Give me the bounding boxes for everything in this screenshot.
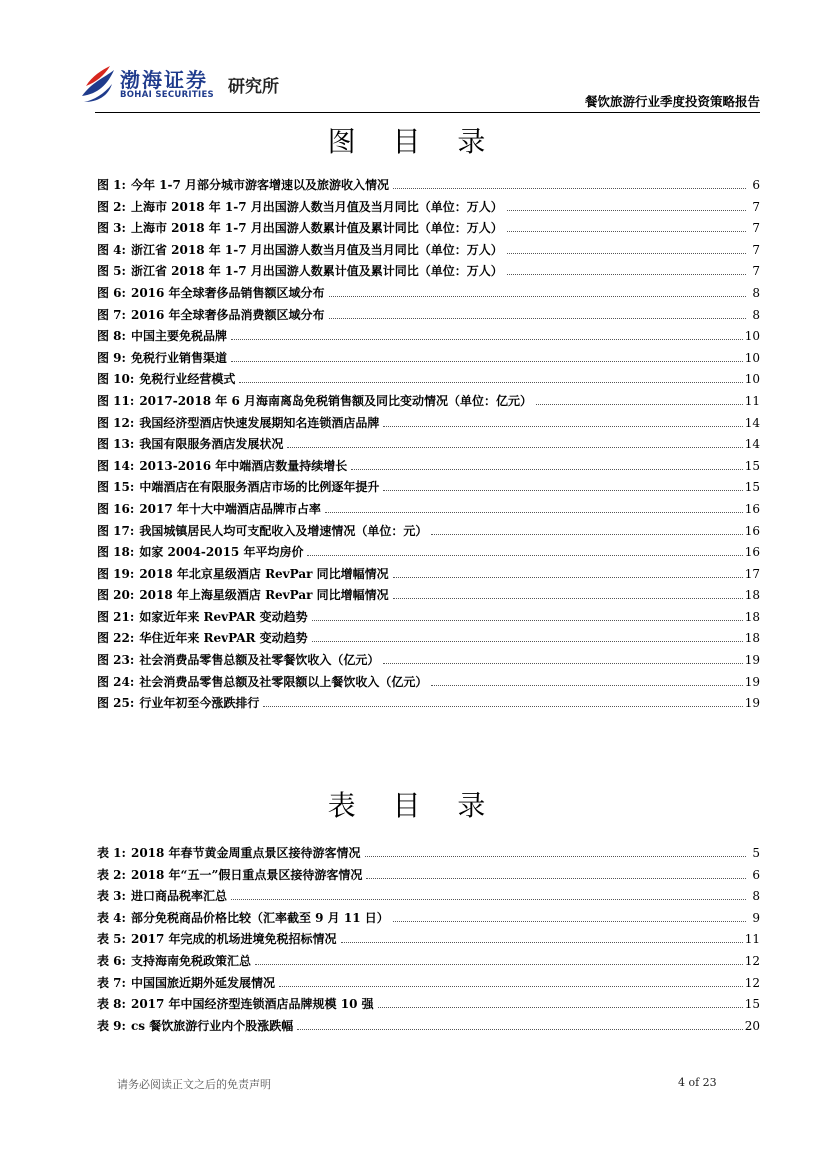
figure-entry-title: 浙江省 2018 年 1-7 月出国游人数累计值及累计同比（单位：万人） bbox=[130, 264, 503, 279]
dot-leader bbox=[231, 339, 743, 340]
table-entry-label: 表 2: bbox=[97, 867, 126, 882]
dot-leader bbox=[341, 942, 743, 943]
figure-toc-entry[interactable] bbox=[97, 694, 760, 716]
figure-entry-title: 华住近年来 RevPAR 变动趋势 bbox=[139, 631, 308, 646]
dot-leader bbox=[536, 404, 743, 405]
dot-leader bbox=[239, 382, 742, 383]
figure-toc-entry[interactable] bbox=[97, 241, 760, 263]
figure-entry-title: 2018 年北京星级酒店 RevPar 同比增幅情况 bbox=[139, 566, 389, 581]
figure-entry-page: 16 bbox=[744, 501, 760, 516]
figure-toc-entry[interactable] bbox=[97, 565, 760, 587]
figure-entry-page: 6 bbox=[752, 178, 760, 192]
dot-leader bbox=[351, 469, 742, 470]
table-entry-page: 12 bbox=[744, 975, 760, 990]
tables-toc-list bbox=[97, 844, 760, 1038]
dot-leader bbox=[383, 426, 742, 427]
dot-leader bbox=[383, 663, 742, 664]
figure-entry-title: 我国有限服务酒店发展状况 bbox=[139, 437, 284, 452]
table-entry-title: 支持海南免税政策汇总 bbox=[130, 953, 251, 968]
dot-leader bbox=[507, 253, 746, 254]
figure-toc-entry[interactable] bbox=[97, 586, 760, 608]
table-entry-label: 表 8: bbox=[97, 997, 126, 1012]
figure-entry-page: 16 bbox=[744, 545, 760, 560]
table-entry-page: 15 bbox=[744, 997, 760, 1012]
dot-leader bbox=[431, 534, 742, 535]
table-entry-title: 进口商品税率汇总 bbox=[130, 889, 227, 904]
header-divider bbox=[95, 112, 760, 113]
figures-toc-list bbox=[97, 176, 760, 716]
table-toc-entry[interactable] bbox=[97, 1017, 760, 1039]
figure-entry-page: 15 bbox=[744, 480, 760, 495]
table-entry-page: 9 bbox=[752, 910, 760, 925]
figure-entry-title: 中国主要免税品牌 bbox=[130, 329, 227, 344]
figure-entry-title: 2017 年十大中端酒店品牌市占率 bbox=[139, 501, 321, 516]
figure-toc-entry[interactable] bbox=[97, 478, 760, 500]
figure-entry-label: 图 18: bbox=[97, 545, 135, 560]
dot-leader bbox=[393, 598, 743, 599]
table-entry-page: 20 bbox=[744, 1018, 760, 1033]
dot-leader bbox=[393, 921, 746, 922]
figure-entry-page: 7 bbox=[752, 242, 760, 257]
figure-entry-title: 2017-2018 年 6 月海南离岛免税销售额及同比变动情况（单位：亿元） bbox=[139, 393, 532, 408]
figure-entry-title: 2016 年全球奢侈品消费额区域分布 bbox=[130, 307, 325, 322]
dot-leader bbox=[507, 210, 746, 211]
figure-entry-page: 14 bbox=[744, 415, 760, 430]
table-entry-title: cs 餐饮旅游行业内个股涨跌幅 bbox=[130, 1018, 294, 1033]
figure-toc-entry[interactable] bbox=[97, 176, 760, 198]
figure-entry-page: 14 bbox=[744, 437, 760, 452]
figure-entry-title: 行业年初至今涨跌排行 bbox=[139, 696, 260, 711]
table-entry-title: 2018 年春节黄金周重点景区接待游客情况 bbox=[130, 846, 361, 860]
figures-toc-title: 图 目 录 bbox=[327, 125, 500, 158]
page-header bbox=[78, 60, 760, 112]
figure-entry-title: 免税行业销售渠道 bbox=[130, 350, 227, 365]
figure-entry-page: 19 bbox=[744, 674, 760, 689]
figure-entry-page: 18 bbox=[744, 631, 760, 646]
figure-entry-label: 图 17: bbox=[97, 523, 135, 538]
dot-leader bbox=[325, 512, 743, 513]
table-entry-title: 部分免税商品价格比较（汇率截至 9 月 11 日） bbox=[130, 910, 389, 925]
table-toc-entry[interactable] bbox=[97, 952, 760, 974]
figure-toc-entry[interactable] bbox=[97, 608, 760, 630]
table-entry-page: 8 bbox=[752, 889, 760, 904]
figure-entry-page: 8 bbox=[752, 307, 760, 322]
figure-entry-page: 10 bbox=[744, 329, 760, 344]
figure-entry-label: 图 11: bbox=[97, 393, 135, 408]
figure-entry-label: 图 3: bbox=[97, 221, 126, 236]
dot-leader bbox=[393, 188, 746, 189]
figure-toc-entry[interactable] bbox=[97, 262, 760, 284]
figure-entry-title: 2018 年上海星级酒店 RevPar 同比增幅情况 bbox=[139, 588, 389, 603]
dot-leader bbox=[287, 447, 742, 448]
figure-entry-page: 10 bbox=[744, 350, 760, 365]
table-toc-entry[interactable] bbox=[97, 909, 760, 931]
figure-entry-label: 图 1: bbox=[97, 178, 126, 192]
figure-entry-label: 图 14: bbox=[97, 458, 135, 473]
table-entry-label: 表 7: bbox=[97, 975, 126, 990]
dot-leader bbox=[378, 1007, 743, 1008]
dot-leader bbox=[393, 577, 743, 578]
dot-leader bbox=[507, 274, 746, 275]
table-toc-entry[interactable] bbox=[97, 930, 760, 952]
report-title: 餐饮旅游行业季度投资策略报告 bbox=[584, 94, 760, 109]
figure-entry-label: 图 4: bbox=[97, 242, 126, 257]
figure-entry-title: 中端酒店在有限服务酒店市场的比例逐年提升 bbox=[139, 480, 380, 495]
figure-entry-page: 15 bbox=[744, 458, 760, 473]
figure-toc-entry[interactable] bbox=[97, 284, 760, 306]
dot-leader bbox=[329, 318, 746, 319]
figure-toc-entry[interactable] bbox=[97, 500, 760, 522]
figure-entry-page: 19 bbox=[744, 696, 760, 711]
figure-entry-label: 图 8: bbox=[97, 329, 126, 344]
dot-leader bbox=[365, 856, 746, 857]
figure-entry-label: 图 25: bbox=[97, 696, 135, 711]
table-toc-entry[interactable] bbox=[97, 844, 760, 866]
figure-entry-label: 图 9: bbox=[97, 350, 126, 365]
figure-toc-entry[interactable] bbox=[97, 370, 760, 392]
dot-leader bbox=[307, 555, 742, 556]
dot-leader bbox=[312, 641, 743, 642]
institute-label: 研究所 bbox=[228, 77, 279, 97]
figure-toc-entry[interactable] bbox=[97, 629, 760, 651]
figure-toc-entry[interactable] bbox=[97, 435, 760, 457]
figure-toc-entry[interactable] bbox=[97, 457, 760, 479]
figure-entry-title: 2016 年全球奢侈品销售额区域分布 bbox=[130, 285, 325, 300]
figure-toc-entry[interactable] bbox=[97, 327, 760, 349]
figure-entry-label: 图 20: bbox=[97, 588, 135, 603]
bohai-logo-icon bbox=[78, 64, 116, 104]
figure-toc-entry[interactable] bbox=[97, 651, 760, 673]
dot-leader bbox=[231, 899, 746, 900]
figure-entry-title: 我国城镇居民人均可支配收入及增速情况（单位：元） bbox=[139, 523, 428, 538]
figure-entry-title: 上海市 2018 年 1-7 月出国游人数当月值及当月同比（单位：万人） bbox=[130, 199, 503, 214]
figure-toc-entry[interactable] bbox=[97, 392, 760, 414]
dot-leader bbox=[297, 1029, 743, 1030]
table-entry-page: 11 bbox=[744, 932, 760, 947]
dot-leader bbox=[263, 706, 742, 707]
footer-disclaimer: 请务必阅读正文之后的免责声明 bbox=[117, 1078, 271, 1091]
figure-entry-label: 图 22: bbox=[97, 631, 135, 646]
table-toc-entry[interactable] bbox=[97, 974, 760, 996]
figure-entry-page: 7 bbox=[752, 221, 760, 236]
figure-entry-page: 10 bbox=[744, 372, 760, 387]
figure-toc-entry[interactable] bbox=[97, 198, 760, 220]
figure-entry-label: 图 13: bbox=[97, 437, 135, 452]
figure-entry-page: 7 bbox=[752, 199, 760, 214]
figure-entry-page: 17 bbox=[744, 566, 760, 581]
figure-entry-label: 图 24: bbox=[97, 674, 135, 689]
figure-entry-title: 上海市 2018 年 1-7 月出国游人数累计值及累计同比（单位：万人） bbox=[130, 221, 503, 236]
tables-toc-title: 表 目 录 bbox=[327, 789, 500, 822]
logo-chinese-name: 渤海证券 bbox=[120, 68, 208, 92]
figure-entry-label: 图 7: bbox=[97, 307, 126, 322]
figure-entry-page: 7 bbox=[752, 264, 760, 279]
dot-leader bbox=[383, 490, 742, 491]
dot-leader bbox=[431, 685, 742, 686]
dot-leader bbox=[312, 620, 743, 621]
figure-toc-entry[interactable] bbox=[97, 673, 760, 695]
figure-entry-title: 社会消费品零售总额及社零限额以上餐饮收入（亿元） bbox=[139, 674, 428, 689]
figure-toc-entry[interactable] bbox=[97, 349, 760, 371]
figure-entry-label: 图 23: bbox=[97, 653, 135, 668]
figure-entry-label: 图 5: bbox=[97, 264, 126, 279]
dot-leader bbox=[366, 878, 746, 879]
figure-entry-title: 2013-2016 年中端酒店数量持续增长 bbox=[139, 458, 348, 473]
footer-page-number: 4 of 23 bbox=[678, 1076, 717, 1089]
table-entry-label: 表 5: bbox=[97, 932, 126, 947]
dot-leader bbox=[329, 296, 746, 297]
table-entry-label: 表 1: bbox=[97, 846, 126, 860]
figure-entry-page: 8 bbox=[752, 285, 760, 300]
figure-toc-entry[interactable] bbox=[97, 306, 760, 328]
table-entry-label: 表 3: bbox=[97, 889, 126, 904]
table-entry-label: 表 9: bbox=[97, 1018, 126, 1033]
figure-entry-title: 社会消费品零售总额及社零餐饮收入（亿元） bbox=[139, 653, 380, 668]
figure-entry-page: 16 bbox=[744, 523, 760, 538]
table-toc-entry[interactable] bbox=[97, 866, 760, 888]
dot-leader bbox=[507, 231, 746, 232]
figure-entry-label: 图 19: bbox=[97, 566, 135, 581]
table-entry-title: 2018 年“五一”假日重点景区接待游客情况 bbox=[130, 867, 363, 882]
dot-leader bbox=[279, 986, 743, 987]
figure-entry-label: 图 16: bbox=[97, 501, 135, 516]
table-toc-entry[interactable] bbox=[97, 887, 760, 909]
figure-entry-label: 图 10: bbox=[97, 372, 135, 387]
logo-english-name: BOHAI SECURITIES bbox=[120, 90, 214, 100]
dot-leader bbox=[231, 361, 743, 362]
figure-toc-entry[interactable] bbox=[97, 543, 760, 565]
figure-entry-label: 图 12: bbox=[97, 415, 135, 430]
table-entry-label: 表 4: bbox=[97, 910, 126, 925]
dot-leader bbox=[255, 964, 743, 965]
figure-entry-page: 11 bbox=[744, 393, 760, 408]
table-entry-label: 表 6: bbox=[97, 953, 126, 968]
figure-entry-page: 19 bbox=[744, 653, 760, 668]
figure-entry-title: 免税行业经营模式 bbox=[139, 372, 236, 387]
figure-toc-entry[interactable] bbox=[97, 522, 760, 544]
table-entry-page: 5 bbox=[752, 846, 760, 860]
figure-toc-entry[interactable] bbox=[97, 414, 760, 436]
table-entry-title: 2017 年中国经济型连锁酒店品牌规模 10 强 bbox=[130, 997, 374, 1012]
figure-entry-label: 图 15: bbox=[97, 480, 135, 495]
figure-entry-label: 图 2: bbox=[97, 199, 126, 214]
table-entry-page: 12 bbox=[744, 953, 760, 968]
table-entry-page: 6 bbox=[752, 867, 760, 882]
figure-toc-entry[interactable] bbox=[97, 219, 760, 241]
table-entry-title: 中国国旅近期外延发展情况 bbox=[130, 975, 275, 990]
figure-entry-page: 18 bbox=[744, 588, 760, 603]
table-toc-entry[interactable] bbox=[97, 995, 760, 1017]
figure-entry-title: 如家 2004-2015 年平均房价 bbox=[139, 545, 304, 560]
figure-entry-label: 图 21: bbox=[97, 609, 135, 624]
figure-entry-title: 如家近年来 RevPAR 变动趋势 bbox=[139, 609, 308, 624]
figure-entry-title: 浙江省 2018 年 1-7 月出国游人数当月值及当月同比（单位：万人） bbox=[130, 242, 503, 257]
figure-entry-page: 18 bbox=[744, 609, 760, 624]
table-entry-title: 2017 年完成的机场进境免税招标情况 bbox=[130, 932, 337, 947]
figure-entry-title: 我国经济型酒店快速发展期知名连锁酒店品牌 bbox=[139, 415, 380, 430]
figure-entry-title: 今年 1-7 月部分城市游客增速以及旅游收入情况 bbox=[130, 178, 390, 192]
figure-entry-label: 图 6: bbox=[97, 285, 126, 300]
